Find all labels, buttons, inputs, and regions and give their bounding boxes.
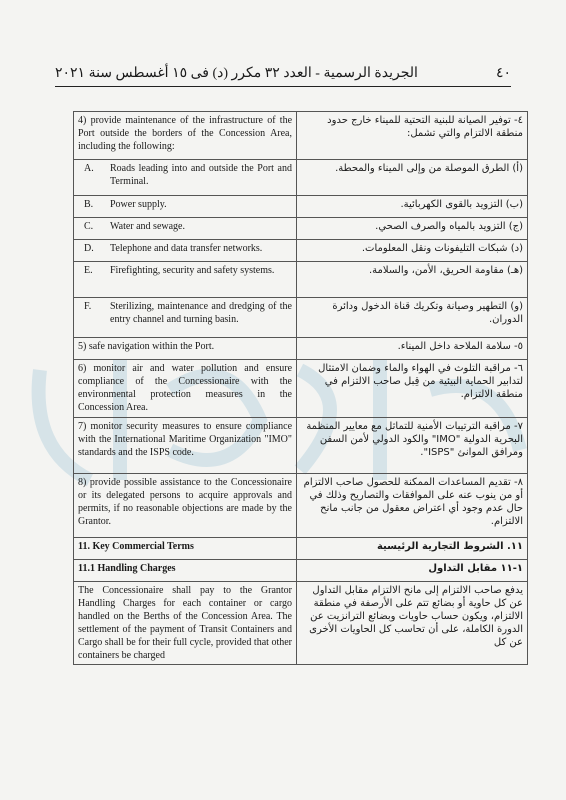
item-key: 6) — [78, 363, 87, 374]
item-key: 7) — [78, 421, 87, 432]
table-row — [74, 538, 528, 560]
arabic-cell: (ب) التزويد بالقوى الكهربائية. — [297, 196, 528, 218]
arabic-cell: ٤- توفير الصيانة للبنية التحتية للميناء خارج حدود منطقة الالتزام والتي تشمل: — [297, 112, 528, 160]
english-cell — [74, 338, 297, 360]
english-cell — [74, 418, 297, 474]
item-key: B. — [84, 199, 94, 210]
bilingual-table — [73, 111, 528, 665]
arabic-cell: ١١. الشروط التجارية الرئيسية — [297, 538, 528, 560]
table-row — [74, 160, 528, 196]
item-key: F. — [84, 301, 92, 312]
english-text: The Concessionaire shall pay to the Grantor Handling Charges for each container or cargo handled on the Berths of the Concession Area. The settlement of the payment of Transit Containers and Cargo shall be for their full cycle, provided that other containers be charged — [78, 585, 292, 661]
english-text: Roads leading into and outside the Port and Terminal. — [110, 163, 292, 187]
table-row — [74, 196, 528, 218]
table-row — [74, 298, 528, 338]
english-cell — [74, 160, 297, 196]
table-row — [74, 112, 528, 160]
arabic-cell: (أ) الطرق الموصلة من وإلى الميناء والمحطة. — [297, 160, 528, 196]
table-row — [74, 418, 528, 474]
table-row — [74, 262, 528, 298]
english-cell — [74, 298, 297, 338]
table-row — [74, 474, 528, 538]
arabic-cell: ٥- سلامة الملاحة داخل الميناء. — [297, 338, 528, 360]
item-key: 5) — [78, 341, 87, 352]
item-key: 8) — [78, 477, 87, 488]
arabic-cell: ٨- تقديم المساعدات الممكنة للحصول صاحب الالتزام أو من ينوب عنه على الموافقات والتصاريح وذلك في حال عدم وجود أي اعتراض معقول من جانب مانح الالتزام. — [297, 474, 528, 538]
english-text: Firefighting, security and safety systems. — [110, 265, 275, 276]
english-cell — [74, 360, 297, 418]
english-text: provide maintenance of the infrastructure of the Port outside the borders of the Concession Area, including the following: — [78, 115, 293, 152]
english-cell — [74, 538, 297, 560]
item-key: E. — [84, 265, 93, 276]
arabic-cell: ١-١١ مقابل التداول — [297, 560, 528, 582]
table-row — [74, 240, 528, 262]
english-text: Power supply. — [110, 199, 167, 210]
table-row — [74, 360, 528, 418]
item-key: D. — [84, 243, 94, 254]
table-row — [74, 338, 528, 360]
gazette-title: الجريدة الرسمية - العدد ٣٢ مكرر (د) فى ١٥ أغسطس سنة ٢٠٢١ — [55, 65, 418, 81]
arabic-cell: (د) شبكات التليفونات ونقل المعلومات. — [297, 240, 528, 262]
english-cell — [74, 196, 297, 218]
item-key: 4) — [78, 115, 87, 126]
page-header — [55, 62, 511, 84]
arabic-cell: ٦- مراقبة التلوث في الهواء والماء وضمان الامتثال لتدابير الحماية البيئية من قِبل صاحب الالتزام في منطقة الالتزام. — [297, 360, 528, 418]
arabic-cell: ٧- مراقبة الترتيبات الأمنية للتماثل مع معايير المنظمة البحرية الدولية "IMO" والكود الدولي لأمن السفن ومرافق الموانئ "ISPS". — [297, 418, 528, 474]
arabic-cell: (و) التطهير وصيانة وتكريك قناة الدخول ودائرة الدوران. — [297, 298, 528, 338]
table-row — [74, 560, 528, 582]
arabic-cell: (ج) التزويد بالمياه والصرف الصحي. — [297, 218, 528, 240]
table-row — [74, 218, 528, 240]
english-text: 11. Key Commercial Terms — [78, 541, 194, 552]
english-text: 11.1 Handling Charges — [78, 563, 176, 574]
page-number: ٤٠ — [495, 65, 511, 81]
english-cell — [74, 240, 297, 262]
english-text: Water and sewage. — [110, 221, 185, 232]
arabic-cell: (هـ) مقاومة الحريق، الأمن، والسلامة. — [297, 262, 528, 298]
table-row — [74, 582, 528, 665]
english-text: Telephone and data transfer networks. — [110, 243, 263, 254]
english-text: safe navigation within the Port. — [88, 341, 215, 352]
english-cell — [74, 262, 297, 298]
english-text: monitor air and water pollution and ensure compliance of the Concessionaire with the environmental protection measures in the Concession Area. — [78, 363, 293, 413]
english-cell — [74, 218, 297, 240]
english-text: monitor security measures to ensure compliance with the International Maritime Organization "IMO" standards and the ISPS code. — [78, 421, 293, 458]
item-key: C. — [84, 221, 94, 232]
english-cell — [74, 112, 297, 160]
item-key: A. — [84, 163, 94, 174]
arabic-cell: يدفع صاحب الالتزام إلى مانح الالتزام مقابل التداول عن كل حاوية أو بضائع تتم على الأرصفة في منطقة الالتزام، ويكون حساب حاويات وبضائع الترانزيت عن الدورة الكاملة، على أن تحاسب كل الحاويات الأخرى عن كل — [297, 582, 528, 665]
english-cell — [74, 560, 297, 582]
english-text: provide possible assistance to the Concessionaire or its delegated persons to acquire approvals and permits, if no reasonable objections are made by the Grantor. — [78, 477, 292, 527]
english-text: Sterilizing, maintenance and dredging of the entry channel and turning basin. — [110, 301, 292, 325]
header-rule — [55, 86, 511, 87]
english-cell — [74, 582, 297, 665]
english-cell — [74, 474, 297, 538]
